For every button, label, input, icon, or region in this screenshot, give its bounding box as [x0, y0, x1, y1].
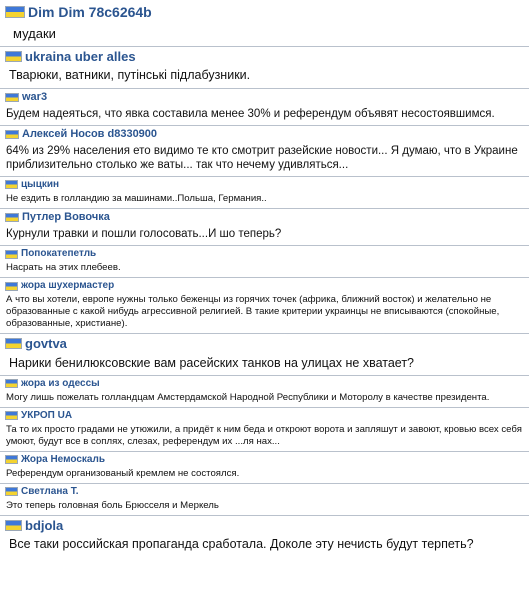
ukraine-flag-icon	[5, 411, 18, 420]
comment-author-row	[5, 248, 525, 260]
comment-text: Та то их просто градами не утюжили, а придёт к ним беда и откроют ворота и запляшут и завоют, кровью всех себя умоют, будут все в соплях, слезах, референдум их ...ля нах...	[6, 423, 522, 447]
ukraine-flag-icon	[5, 6, 25, 18]
comment-author-row	[5, 128, 525, 141]
comment-author-row	[5, 4, 525, 21]
comment-text: А что вы хотели, европе нужны только беженцы из горячих точек (африка, ближний восток) и желательно не образованные с какой нибудь агрессивной религией. В такие критерии украинцы не вписываются (спокойные, образованные, христиане).	[6, 294, 500, 330]
comment	[0, 177, 529, 209]
author-name[interactable]: war3	[22, 90, 48, 103]
author-name[interactable]: Алексей Носов d8330900	[22, 127, 158, 140]
comment-text: Нарики бенилюксовские вам расейских танков на улицах не хватает?	[9, 355, 415, 370]
author-name[interactable]: bdjola	[25, 517, 64, 533]
comment-text: Не ездить в голландию за машинами..Польша, Германия..	[6, 192, 267, 204]
comment	[0, 408, 529, 452]
ukraine-flag-icon	[5, 455, 18, 464]
comment	[0, 0, 529, 47]
comment	[0, 452, 529, 484]
comment-author-row	[5, 410, 525, 422]
comment-author-row	[5, 378, 525, 390]
comment-author-row	[5, 211, 525, 224]
comment	[0, 47, 529, 89]
comment-text: Могу лишь пожелать голландцам Амстердамской Народной Республики и Моторолу в качестве президента.	[6, 391, 490, 403]
comment	[0, 376, 529, 408]
ukraine-flag-icon	[5, 130, 19, 139]
ukraine-flag-icon	[5, 213, 19, 222]
author-name[interactable]: цыцкин	[21, 178, 60, 190]
comment-text: Будем надеяться, что явка составила менее 30% и референдум объявят несостоявшимся.	[6, 107, 495, 120]
comment-author-row	[5, 454, 525, 466]
author-name[interactable]: жора из одессы	[21, 377, 100, 389]
comment-author-row	[5, 518, 525, 534]
comment	[0, 246, 529, 278]
ukraine-flag-icon	[5, 520, 22, 531]
comment-author-row	[5, 336, 525, 352]
comment-author-row	[5, 179, 525, 191]
ukraine-flag-icon	[5, 338, 22, 349]
author-name[interactable]: Попокатепетль	[21, 248, 97, 260]
ukraine-flag-icon	[5, 51, 22, 62]
ukraine-flag-icon	[5, 379, 18, 388]
comment	[0, 89, 529, 126]
author-name[interactable]: Путлер Вовочка	[22, 210, 110, 223]
comment-text: Тварюки, ватники, путінські підлабузники.	[9, 68, 251, 83]
comment-text: мудаки	[13, 25, 56, 41]
author-name[interactable]: Dim Dim 78c6264b	[28, 4, 152, 20]
author-name[interactable]: жора шухермастер	[21, 280, 115, 292]
comment-author-row	[5, 91, 525, 104]
comment	[0, 126, 529, 177]
ukraine-flag-icon	[5, 93, 19, 102]
ukraine-flag-icon	[5, 180, 18, 189]
comment-text: 64% из 29% населения ето видимо те кто смотрит разейские новости... Я думаю, что в Украине приблизительно столько же ваты... так что нечему удивляться...	[6, 144, 518, 171]
comment	[0, 334, 529, 376]
comment-author-row	[5, 486, 525, 498]
comment-text: Насрать на этих плебеев.	[6, 262, 121, 274]
ukraine-flag-icon	[5, 282, 18, 291]
comment-text: Это теперь головная боль Брюсселя и Меркель	[6, 499, 219, 511]
comment-text: Курнули травки и пошли голосовать...И шо теперь?	[6, 228, 282, 241]
comment-author-row	[5, 49, 525, 65]
ukraine-flag-icon	[5, 487, 18, 496]
comment	[0, 516, 529, 557]
comment	[0, 209, 529, 246]
ukraine-flag-icon	[5, 250, 18, 259]
comment-text: Все таки российская пропаганда сработала. Доколе эту нечисть будут терпеть?	[9, 537, 474, 552]
author-name[interactable]: Жора Немоскаль	[21, 453, 105, 465]
comment	[0, 484, 529, 516]
author-name[interactable]: ukraina uber alles	[25, 48, 136, 64]
comment-author-row	[5, 280, 525, 292]
comment-text: Референдум организованый кремлем не состоялся.	[6, 467, 240, 479]
comment	[0, 278, 529, 334]
author-name[interactable]: УКРОП UA	[21, 409, 73, 421]
author-name[interactable]: Светлана Т.	[21, 485, 79, 497]
author-name[interactable]: govtva	[25, 336, 67, 352]
